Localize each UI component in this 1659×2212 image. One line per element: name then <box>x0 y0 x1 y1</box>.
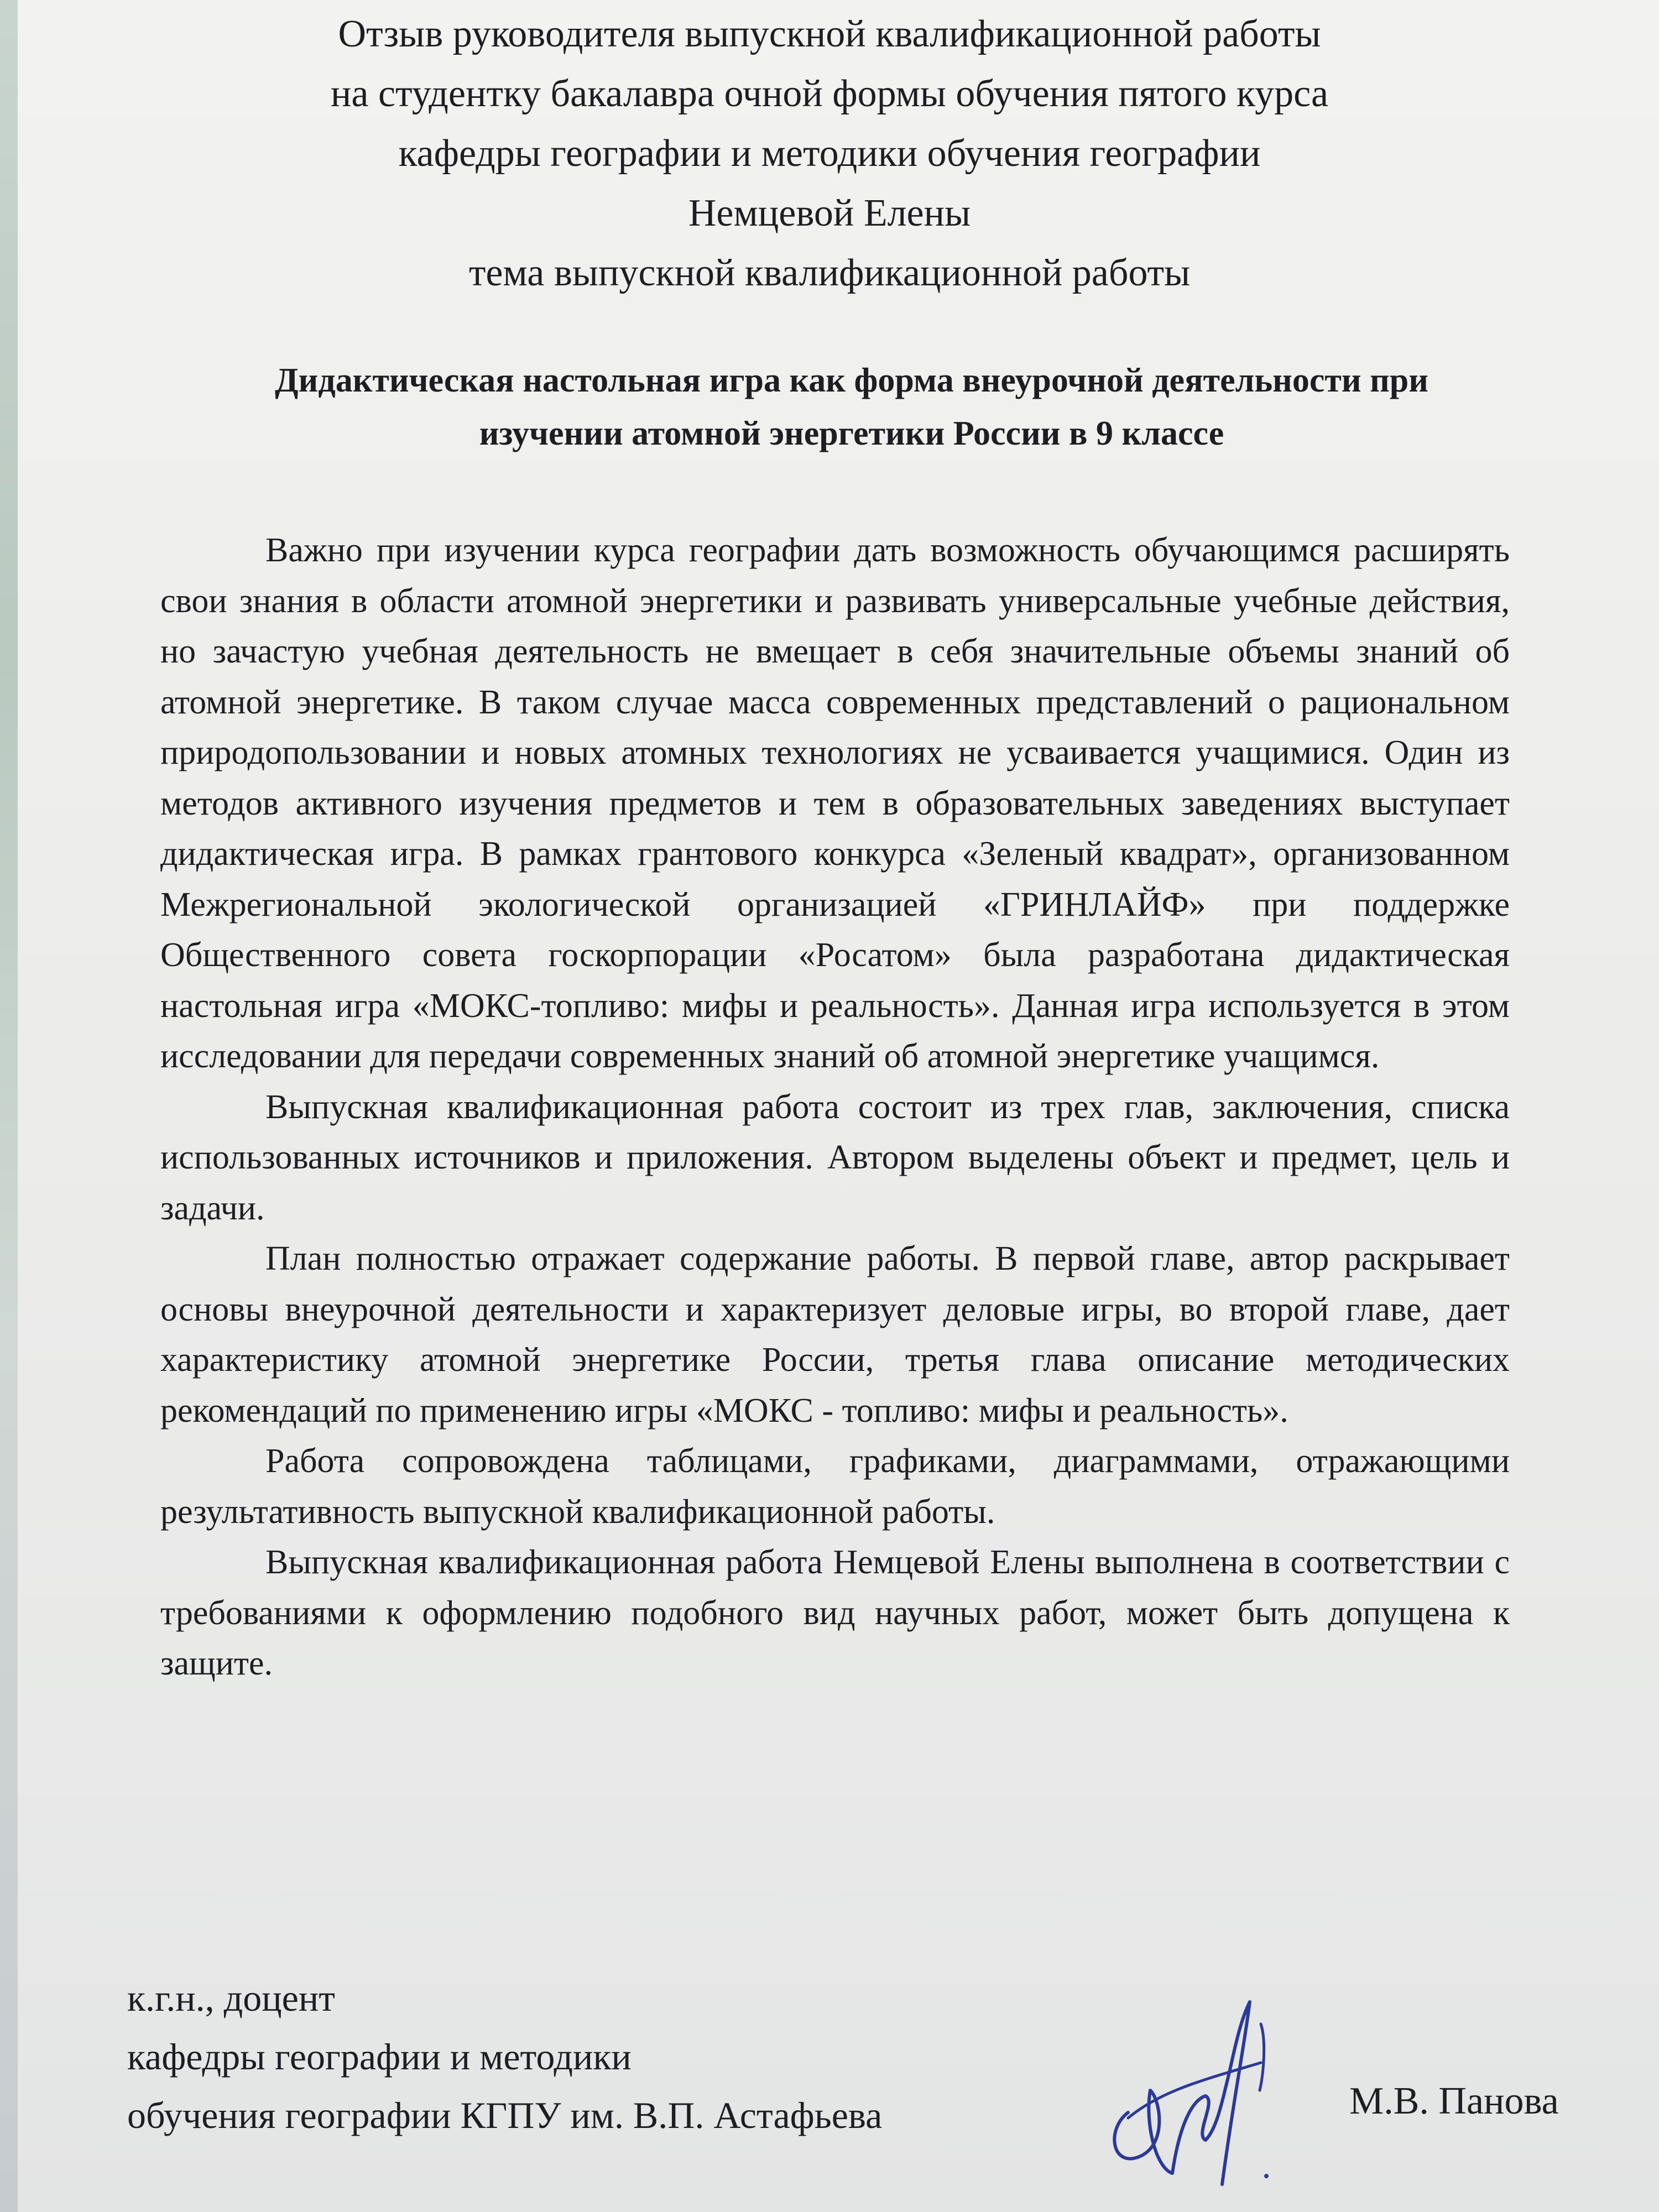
topic-line: изучении атомной энергетики России в 9 классе <box>479 415 1224 452</box>
review-header <box>0 0 1659 303</box>
credential-line: обучения географии КГПУ им. В.П. Астафьева <box>127 2094 883 2136</box>
credential-line: к.г.н., доцент <box>127 1977 335 2019</box>
desk-edge <box>0 0 18 2212</box>
credential-line: кафедры географии и методики <box>127 2036 632 2078</box>
header-line: тема выпускной квалификационной работы <box>468 252 1191 294</box>
thesis-topic <box>166 354 1537 460</box>
signer-name: М.В. Панова <box>1349 2080 1559 2122</box>
header-line: кафедры географии и методики обучения географии <box>398 132 1261 175</box>
body-paragraph: Работа сопровождена таблицами, графиками, диаграммами, отражающими результативность выпускной квалификационной работы. <box>160 1442 1510 1531</box>
handwritten-signature <box>1095 1991 1305 2201</box>
review-body <box>160 525 1510 1689</box>
student-name: Немцевой Елены <box>688 192 971 234</box>
header-line: Отзыв руководителя выпускной квалификационной работы <box>338 13 1321 55</box>
topic-line: Дидактическая настольная игра как форма внеурочной деятельности при <box>274 362 1429 399</box>
supervisor-credentials <box>127 1969 882 2145</box>
body-paragraph: План полностью отражает содержание работы. В первой главе, автор раскрывает основы внеурочной деятельности и характеризует деловые игры, во второй главе, дает характеристику атомной энергетике России, третья глава описание методических рекомендаций по применению игры «МОКС - топливо: мифы и реальность». <box>160 1240 1510 1430</box>
body-paragraph: Выпускная квалификационная работа состоит из трех глав, заключения, списка использованных источников и приложения. Автором выделены объект и предмет, цель и задачи. <box>160 1088 1510 1227</box>
body-paragraph: Важно при изучении курса географии дать возможность обучающимся расширять свои знания в области атомной энергетики и развивать универсальные учебные действия, но зачастую учебная деятельность не вмещает в себя значительные объемы знаний об атомной энергетике. В таком случае масса современных представлений о рациональном природопользовании и новых атомных технологиях не усваивается учащимися. Один из методов активного изучения предметов и тем в образовательных заведениях выступает дидактическая игра. В рамках грантового конкурса «Зеленый квадрат», организованном Межрегиональной экологической организацией «ГРИНЛАЙФ» при поддержке Общественного совета госкорпорации «Росатом» была разработана дидактическая настольная игра «МОКС-топливо: мифы и реальность». Данная игра используется в этом исследовании для передачи современных знаний об атомной энергетике учащимся. <box>160 531 1510 1075</box>
header-line: на студентку бакалавра очной формы обучения пятого курса <box>330 72 1329 115</box>
body-paragraph: Выпускная квалификационная работа Немцевой Елены выполнена в соответствии с требованиями к оформлению подобного вид научных работ, может быть допущена к защите. <box>160 1543 1510 1682</box>
